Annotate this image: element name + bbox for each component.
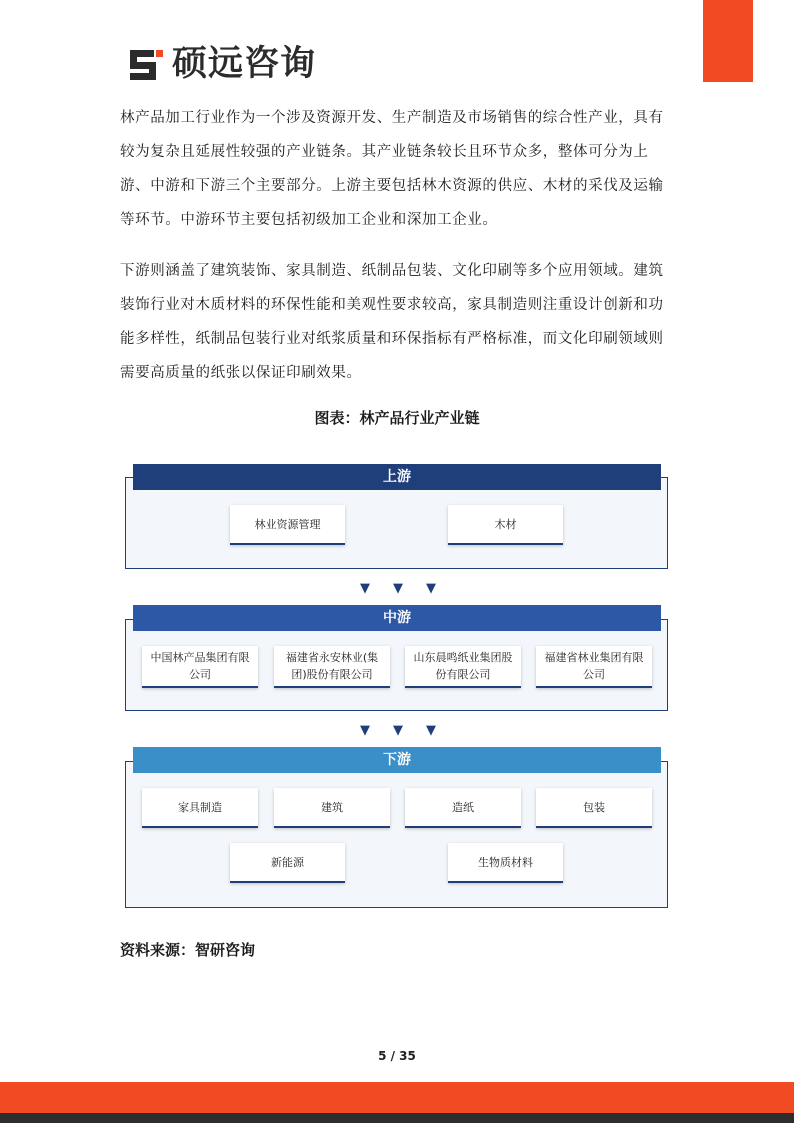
- downstream-item: 包装: [536, 788, 652, 828]
- logo-mark-icon: [126, 44, 166, 84]
- downstream-item: 家具制造: [142, 788, 258, 828]
- source-note: 资料来源：智研咨询: [120, 941, 256, 959]
- midstream-item: 山东晨鸣纸业集团股份有限公司: [405, 646, 521, 688]
- down-arrow-icon: ▼: [426, 581, 436, 596]
- page-number: 5 / 35: [378, 1049, 416, 1063]
- downstream-item: 新能源: [230, 843, 345, 883]
- upstream-header: 上游: [133, 464, 661, 490]
- flow-arrows: [360, 723, 436, 739]
- midstream-item: 福建省永安林业(集团)股份有限公司: [274, 646, 390, 688]
- upstream-box: [125, 477, 668, 569]
- down-arrow-icon: ▼: [393, 723, 403, 738]
- chart-title: 图表：林产品行业产业链: [314, 409, 480, 427]
- upstream-item: 林业资源管理: [230, 505, 345, 545]
- down-arrow-icon: ▼: [426, 723, 436, 738]
- downstream-box: [125, 761, 668, 908]
- downstream-item: 造纸: [405, 788, 521, 828]
- midstream-item: 中国林产品集团有限公司: [142, 646, 258, 688]
- midstream-item: 福建省林业集团有限公司: [536, 646, 652, 688]
- down-arrow-icon: ▼: [360, 581, 370, 596]
- paragraph-2: 下游则涵盖了建筑装饰、家具制造、纸制品包装、文化印刷等多个应用领域。建筑装饰行业对木质材料的环保性能和美观性要求较高，家具制造则注重设计创新和功能多样性，纸制品包装行业对纸浆质量和环保指标有严格标准，而文化印刷领域则需要高质量的纸张以保证印刷效果。: [120, 263, 664, 381]
- upstream-item: 木材: [448, 505, 563, 545]
- footer-accent-bar: [0, 1082, 794, 1113]
- paragraph-1: 林产品加工行业作为一个涉及资源开发、生产制造及市场销售的综合性产业，具有较为复杂且延展性较强的产业链条。其产业链条较长且环节众多，整体可分为上游、中游和下游三个主要部分。上游主要包括林木资源的供应、木材的采伐及运输等环节。中游环节主要包括初级加工企业和深加工企业。: [120, 110, 664, 228]
- brand-logo: [126, 42, 316, 86]
- down-arrow-icon: ▼: [393, 581, 403, 596]
- midstream-header: 中游: [133, 605, 661, 631]
- corner-accent-block: [703, 0, 753, 82]
- downstream-item: 生物质材料: [448, 843, 563, 883]
- logo-text: 硕远咨询: [172, 44, 317, 84]
- footer-dark-bar: [0, 1113, 794, 1123]
- down-arrow-icon: ▼: [360, 723, 370, 738]
- downstream-header: 下游: [133, 747, 661, 773]
- downstream-item: 建筑: [274, 788, 390, 828]
- flow-arrows: [360, 581, 436, 597]
